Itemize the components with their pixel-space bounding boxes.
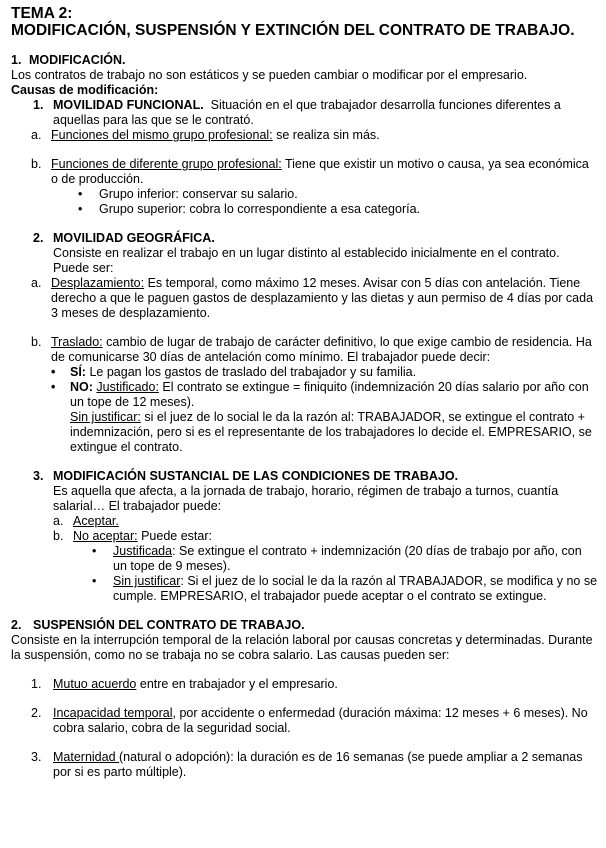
item-term: Traslado: <box>51 335 103 349</box>
option-label: NO: <box>70 380 93 394</box>
item-letter: b. <box>31 157 42 171</box>
subsection-text: Situación en el que trabajador desarrolla funciones diferentes a aquellas para las que se le contrató. <box>53 98 561 127</box>
document-subtitle: MODIFICACIÓN, SUSPENSIÓN Y EXTINCIÓN DEL CONTRATO DE TRABAJO. <box>11 22 575 39</box>
list-item <box>11 529 598 544</box>
item-text: entre en trabajador y el empresario. <box>136 677 338 691</box>
bullet-icon: • <box>78 202 83 216</box>
option-label: SÍ: <box>70 365 86 379</box>
causes-label: Causas de modificación: <box>11 83 159 97</box>
option-text: El contrato se extingue = finiquito (indemnización 20 días salario por año con un tope de 12 meses). <box>70 380 589 409</box>
section-number: 2. <box>11 618 22 632</box>
item-term: Mutuo acuerdo <box>53 677 137 691</box>
option-term: Justificado: <box>96 380 159 394</box>
subsection-title: MODIFICACIÓN SUSTANCIAL DE LAS CONDICIONES DE TRABAJO. <box>53 469 459 483</box>
item-text: Es temporal, como máximo 12 meses. Avisar con 5 días con antelación. Tiene derecho a que le paguen gastos de desplazamiento y las dietas y aun permiso de 4 días por cada 3 meses de desplazamiento. <box>51 276 594 320</box>
bullet-item <box>11 202 598 217</box>
list-item <box>11 335 598 365</box>
option-text: : Si el juez de lo social le da la razón al TRABAJADOR, se modifica y no se cumple. EMPRESARIO, el trabajador puede aceptar o el contrato se extingue. <box>113 574 598 603</box>
item-term: Funciones de diferente grupo profesional: <box>51 157 282 171</box>
section-title: MODIFICACIÓN. <box>29 53 126 67</box>
bullet-text: Grupo superior: cobra lo correspondiente a esa categoría. <box>99 202 421 216</box>
bullet-icon: • <box>51 380 56 394</box>
section-2-heading <box>11 618 598 633</box>
section-1-heading <box>11 53 598 68</box>
subsection-movilidad-funcional <box>11 98 598 128</box>
bullet-icon: • <box>92 574 97 588</box>
item-letter: a. <box>53 514 64 528</box>
item-text: Tiene que existir un motivo o causa, ya sea económica o de producción. <box>51 157 589 186</box>
bullet-icon: • <box>51 365 56 379</box>
subsection-number: 3. <box>33 469 44 483</box>
subsection-title: MOVILIDAD FUNCIONAL. <box>53 98 204 112</box>
subsection-modificacion-sustancial <box>11 469 598 484</box>
subsection-number: 2. <box>33 231 44 245</box>
item-term: Funciones del mismo grupo profesional: <box>51 128 273 142</box>
bullet-text: Grupo inferior: conservar su salario. <box>99 187 298 201</box>
item-term: Maternidad <box>53 750 120 764</box>
item-number: 1. <box>31 677 42 691</box>
subsection-title: MOVILIDAD GEOGRÁFICA. <box>53 231 215 245</box>
bullet-item <box>11 544 598 574</box>
bullet-item <box>11 574 598 604</box>
list-item <box>11 157 598 187</box>
option-detail <box>11 410 598 455</box>
item-text: (natural o adopción): la duración es de 16 semanas (se puede ampliar a 2 semanas por si es parto múltiple). <box>53 750 583 779</box>
item-letter: b. <box>53 529 64 543</box>
item-text: cambio de lugar de trabajo de carácter definitivo, lo que exige cambio de residencia. Ha de comunicarse 30 días de antelación como mínimo. El trabajador puede decir: <box>51 335 592 364</box>
list-item <box>11 514 598 529</box>
item-number: 2. <box>31 706 42 720</box>
bullet-icon: • <box>78 187 83 201</box>
item-text: Puede estar: <box>137 529 212 543</box>
option-text: Le pagan los gastos de traslado del trabajador y su familia. <box>85 365 417 379</box>
item-term: Aceptar. <box>73 514 119 528</box>
option-text: : Se extingue el contrato + indemnización (20 días de trabajo por año, con un tope de 9 meses). <box>113 544 582 573</box>
bullet-item <box>11 380 598 410</box>
item-letter: a. <box>31 128 42 142</box>
subsection-movilidad-geografica <box>11 231 598 246</box>
option-term: Sin justificar: <box>70 410 141 424</box>
item-letter: a. <box>31 276 42 290</box>
list-item <box>11 750 598 780</box>
item-letter: b. <box>31 335 42 349</box>
section-number: 1. <box>11 53 22 67</box>
item-term: No aceptar: <box>73 529 138 543</box>
bullet-icon: • <box>92 544 97 558</box>
section-title: SUSPENSIÓN DEL CONTRATO DE TRABAJO. <box>33 618 305 632</box>
option-text: si el juez de lo social le da la razón al: TRABAJADOR, se extingue el contrato + indemnización, pero si es el representante de los trabajadores lo decide el. EMPRESARIO, se extingue el contrato. <box>70 410 592 454</box>
section-2-intro: Consiste en la interrupción temporal de la relación laboral por causas concretas y determinadas. Durante la suspensión, como no se trabaja no se cobra salario. Las causas pueden ser: <box>11 633 593 662</box>
list-item <box>11 706 598 736</box>
item-text: se realiza sin más. <box>272 128 380 142</box>
option-term: Sin justificar <box>113 574 181 588</box>
list-item <box>11 276 598 321</box>
item-number: 3. <box>31 750 42 764</box>
item-text: , por accidente o enfermedad (duración máxima: 12 meses + 6 meses). No cobra salario, cobra de la seguridad social. <box>53 706 588 735</box>
option-term: Justificada <box>113 544 173 558</box>
item-term: Incapacidad temporal <box>53 706 173 720</box>
subsection-text: Consiste en realizar el trabajo en un lugar distinto al establecido inicialmente en el contrato. Puede ser: <box>53 246 560 275</box>
bullet-item <box>11 187 598 202</box>
document-title: TEMA 2: <box>11 5 73 22</box>
subsection-text: Es aquella que afecta, a la jornada de trabajo, horario, régimen de trabajo a turnos, cuantía salarial… El trabajador puede: <box>53 484 559 513</box>
subsection-number: 1. <box>33 98 44 112</box>
list-item <box>11 677 598 692</box>
list-item <box>11 128 598 143</box>
bullet-item <box>11 365 598 380</box>
section-1-intro: Los contratos de trabajo no son estáticos y se pueden cambiar o modificar por el empresario. <box>11 68 528 82</box>
item-term: Desplazamiento: <box>51 276 145 290</box>
